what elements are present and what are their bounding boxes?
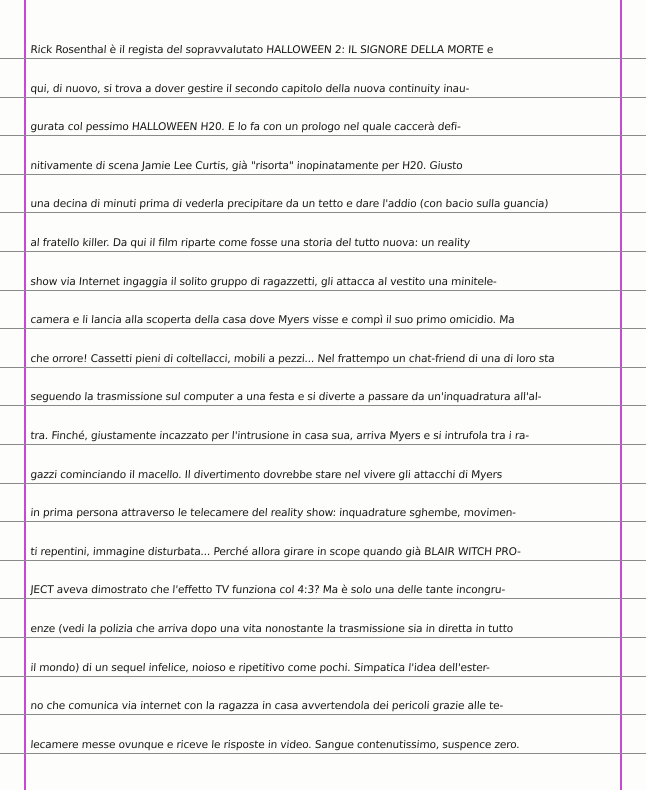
handwritten-line: enze (vedi la polizia che arriva dopo una vita nonostante la trasmissione sia in diretta in tutto: [30, 623, 514, 635]
handwritten-line: Rick Rosenthal è il regista del sopravvalutato HALLOWEEN 2: IL SIGNORE DELLA MORTE e: [30, 44, 494, 56]
ruled-line: [0, 483, 646, 484]
ruled-line: [0, 367, 646, 368]
handwritten-line: no che comunica via internet con la ragazza in casa avvertendola dei pericoli grazie alle te-: [30, 700, 504, 712]
handwritten-line: ti repentini, immagine disturbata... Perché allora girare in scope quando già BLAIR WITCH PRO-: [30, 546, 522, 558]
ruled-line: [0, 753, 646, 754]
handwritten-line: lecamere messe ovunque e riceve le risposte in video. Sangue contenutissimo, suspence zero.: [30, 739, 520, 751]
ruled-line: [0, 251, 646, 252]
left-margin-line: [24, 0, 26, 790]
handwritten-line: nitivamente di scena Jamie Lee Curtis, già "risorta" inopinatamente per H20. Giusto: [30, 160, 464, 172]
ruled-line: [0, 598, 646, 599]
ruled-line: [0, 714, 646, 715]
ruled-line: [0, 328, 646, 329]
handwritten-line: gurata col pessimo HALLOWEEN H20. E lo fa con un prologo nel quale caccerà defi-: [30, 121, 462, 133]
handwritten-line: tra. Finché, giustamente incazzato per l'intrusione in casa sua, arriva Myers e si intrufola tra i ra-: [30, 430, 530, 442]
ruled-line: [0, 405, 646, 406]
ruled-line: [0, 97, 646, 98]
handwritten-line: JECT aveva dimostrato che l'effetto TV funziona col 4:3? Ma è solo una delle tante incongru-: [30, 584, 506, 596]
ruled-line: [0, 676, 646, 677]
ruled-line: [0, 521, 646, 522]
handwritten-line: seguendo la trasmissione sul computer a una festa e si diverte a passare da un'inquadratura all'al-: [30, 391, 542, 403]
handwritten-line: qui, di nuovo, si trova a dover gestire il secondo capitolo della nuova continuity inau-: [30, 83, 470, 95]
handwritten-line: il mondo) di un sequel infelice, noioso e ripetitivo come pochi. Simpatica l'idea dell'ester-: [30, 662, 491, 674]
ruled-line: [0, 58, 646, 59]
handwritten-line: che orrore! Cassetti pieni di coltellacci, mobili a pezzi... Nel frattempo un chat-friend di una di loro sta: [30, 353, 555, 365]
ruled-line: [0, 174, 646, 175]
ruled-line: [0, 637, 646, 638]
handwritten-line: camera e li lancia alla scoperta della casa dove Myers visse e compì il suo primo omicidio. Ma: [30, 314, 515, 326]
handwritten-line: una decina di minuti prima di vederla precipitare da un tetto e dare l'addio (con bacio sulla guancia): [30, 198, 549, 210]
handwritten-line: show via Internet ingaggia il solito gruppo di ragazzetti, gli attacca al vestito una minitele-: [30, 276, 498, 288]
ruled-line: [0, 444, 646, 445]
handwritten-line: in prima persona attraverso le telecamere del reality show: inquadrature sghembe, movimen-: [30, 507, 517, 519]
ruled-line: [0, 560, 646, 561]
ruled-line: [0, 135, 646, 136]
ruled-line: [0, 290, 646, 291]
handwritten-line: al fratello killer. Da qui il film riparte come fosse una storia del tutto nuova: un reality: [30, 237, 471, 249]
handwritten-line: gazzi cominciando il macello. Il divertimento dovrebbe stare nel vivere gli attacchi di Myers: [30, 469, 503, 481]
ruled-line: [0, 212, 646, 213]
